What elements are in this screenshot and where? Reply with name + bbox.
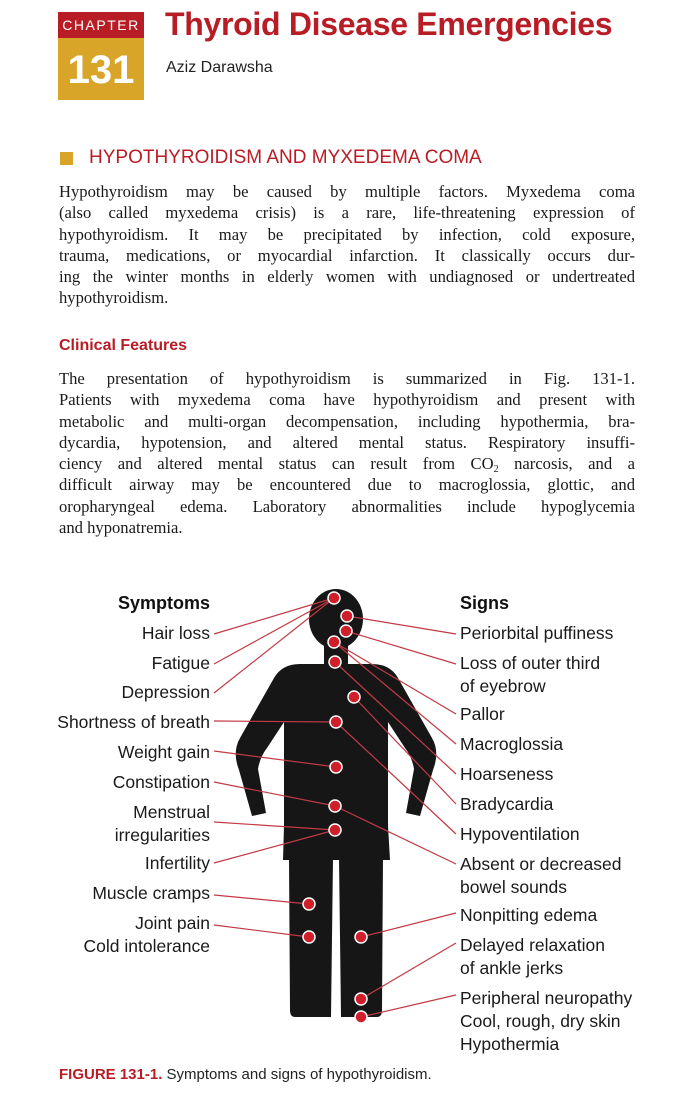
figure-caption-label: FIGURE 131-1. — [59, 1066, 163, 1083]
text-line: The presentation of hypothyroidism is summarized in Fig. 131-1. — [59, 369, 635, 388]
section-heading-text: HYPOTHYROIDISM AND MYXEDEMA COMA — [89, 147, 482, 168]
text-line: dycardia, hypotension, and altered mental status. Respiratory insuffi- — [59, 432, 635, 452]
marker-dot — [329, 656, 341, 668]
marker-dot — [303, 898, 315, 910]
marker-dot — [330, 761, 342, 773]
signs-heading: Signs — [460, 593, 510, 613]
symptom-label: Hair loss — [141, 623, 210, 643]
marker-dot — [355, 993, 367, 1005]
sign-label: Cool, rough, dry skin — [460, 1011, 621, 1031]
chapter-label: CHAPTER — [58, 12, 144, 38]
marker-dot — [329, 824, 341, 836]
symptom-label: Cold intolerance — [83, 936, 210, 956]
text-line: Hypothyroidism may be caused by multiple factors. Myxedema coma — [59, 182, 635, 201]
subscript: 2 — [493, 464, 499, 476]
figure-caption — [59, 1066, 432, 1083]
connector-line — [347, 616, 456, 634]
sign-label: Peripheral neuropathy — [460, 988, 633, 1008]
text-line: oropharyngeal edema. Laboratory abnormalities include hypoglycemia — [59, 496, 635, 516]
text-fragment: ciency and altered mental status can result from CO — [59, 454, 494, 474]
text-line: ing the winter months in elderly women with undiagnosed or undertreated — [59, 267, 635, 287]
sign-label: Periorbital puffiness — [460, 623, 614, 643]
text-line: difficult airway may be encountered due to macroglossia, glottic, and — [59, 475, 635, 495]
marker-dot — [329, 800, 341, 812]
sign-label: Loss of outer third — [460, 653, 601, 673]
symptom-label: Fatigue — [151, 653, 210, 673]
marker-dot — [328, 592, 340, 604]
text-line: trauma, medications, or myocardial infarction. It classically occurs dur- — [59, 245, 635, 265]
sign-label: Macroglossia — [460, 734, 564, 754]
marker-dot — [328, 636, 340, 648]
text-line: hypothyroidism. — [59, 288, 169, 308]
sign-label: of eyebrow — [460, 676, 546, 696]
marker-dot — [340, 625, 352, 637]
sign-label: Hoarseness — [460, 764, 554, 784]
marker-dot — [330, 716, 342, 728]
marker-dot — [355, 1011, 367, 1023]
author: Aziz Darawsha — [166, 59, 273, 76]
symptom-label: irregularities — [114, 825, 210, 845]
sign-label: bowel sounds — [460, 877, 568, 897]
marker-dot — [348, 691, 360, 703]
clinical-features-heading: Clinical Features — [59, 337, 188, 354]
sign-label: Nonpitting edema — [460, 905, 598, 925]
marker-dot — [355, 931, 367, 943]
marker-dot — [341, 610, 353, 622]
chapter-title: Thyroid Disease Emergencies — [165, 6, 613, 42]
symptom-label: Shortness of breath — [57, 712, 210, 732]
text-line: Patients with myxedema coma have hypothyroidism and present with — [59, 390, 635, 410]
text-line: metabolic and multi-organ decompensation, including hypothermia, bra- — [59, 411, 635, 431]
sign-label: Bradycardia — [460, 794, 554, 814]
sign-label: Pallor — [460, 704, 505, 724]
symptom-label: Depression — [121, 682, 210, 702]
symptom-label: Joint pain — [135, 913, 210, 933]
chapter-number: 131 — [67, 47, 135, 92]
figure-caption-text: Symptoms and signs of hypothyroidism. — [166, 1066, 432, 1083]
symptom-label: Weight gain — [117, 742, 210, 762]
symptoms-heading: Symptoms — [117, 593, 210, 613]
sign-label: Hypothermia — [460, 1034, 560, 1054]
text-line: and hyponatremia. — [59, 518, 183, 538]
symptom-label: Infertility — [144, 853, 210, 873]
text-fragment: narcosis, and a — [498, 454, 635, 474]
sign-label: Hypoventilation — [460, 824, 580, 844]
symptom-label: Constipation — [112, 772, 210, 792]
symptom-label: Muscle cramps — [92, 883, 210, 903]
text-line: hypothyroidism. It may be precipitated by infection, cold exposure, — [59, 224, 635, 244]
text-line: (also called myxedema crisis) is a rare, life-threatening expression of — [59, 203, 635, 223]
sign-label: Delayed relaxation — [460, 935, 605, 955]
symptom-label: Menstrual — [133, 802, 210, 822]
sign-label: of ankle jerks — [460, 958, 564, 978]
marker-dot — [303, 931, 315, 943]
sign-label: Absent or decreased — [460, 854, 622, 874]
